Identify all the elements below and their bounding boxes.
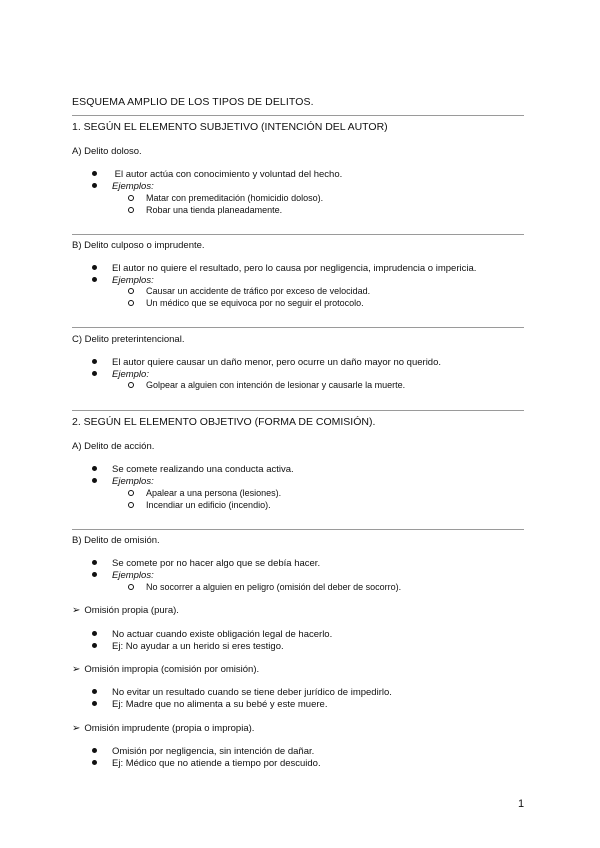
divider (72, 410, 524, 411)
list-item: El autor actúa con conocimiento y voluntad del hecho. (92, 169, 342, 180)
bullet-icon (92, 689, 97, 694)
circle-bullet-icon (128, 300, 134, 306)
list-item: Ej: Madre que no alimenta a su bebé y este muere. (92, 699, 327, 710)
list-item: Ejemplos: (92, 275, 154, 286)
divider (72, 327, 524, 328)
list-item: No actuar cuando existe obligación legal de hacerlo. (92, 629, 332, 640)
subsection-title: A) Delito de acción. (72, 441, 155, 452)
list-item: El autor quiere causar un daño menor, pero ocurre un daño mayor no querido. (92, 357, 441, 368)
section-1-heading: 1. SEGÚN EL ELEMENTO SUBJETIVO (INTENCIÓN DEL AUTOR) (72, 121, 388, 133)
bullet-icon (92, 760, 97, 765)
bullet-icon (92, 560, 97, 565)
list-item: Se comete por no hacer algo que se debía hacer. (92, 558, 320, 569)
bullet-icon (92, 183, 97, 188)
bullet-icon (92, 701, 97, 706)
divider (72, 115, 524, 116)
list-item: Omisión por negligencia, sin intención de dañar. (92, 746, 314, 757)
circle-bullet-icon (128, 584, 134, 590)
sub-list-item: Matar con premeditación (homicidio doloso). (128, 193, 323, 203)
subsection-title: C) Delito preterintencional. (72, 334, 185, 345)
bullet-icon (92, 277, 97, 282)
bullet-icon (92, 748, 97, 753)
list-item: Ejemplo: (92, 369, 149, 380)
list-item: El autor no quiere el resultado, pero lo causa por negligencia, imprudencia o impericia. (92, 263, 476, 274)
list-item: Ej: Médico que no atiende a tiempo por descuido. (92, 758, 321, 769)
sub-list-item: No socorrer a alguien en peligro (omisión del deber de socorro). (128, 582, 401, 592)
list-item: Ejemplos: (92, 570, 154, 581)
bullet-icon (92, 466, 97, 471)
divider (72, 234, 524, 235)
bullet-icon (92, 265, 97, 270)
list-item: Ejemplos: (92, 181, 154, 192)
list-item: Ej: No ayudar a un herido si eres testigo. (92, 641, 284, 652)
subsection-title: B) Delito de omisión. (72, 535, 160, 546)
arrow-icon: ➢ (72, 605, 81, 616)
document-title: ESQUEMA AMPLIO DE LOS TIPOS DE DELITOS. (72, 96, 314, 108)
page-number: 1 (518, 798, 525, 810)
bullet-icon (92, 359, 97, 364)
arrow-icon: ➢ (72, 664, 81, 675)
bullet-icon (92, 572, 97, 577)
sub-list-item: Un médico que se equivoca por no seguir el protocolo. (128, 298, 364, 308)
circle-bullet-icon (128, 207, 134, 213)
bullet-icon (92, 371, 97, 376)
sub-list-item: Robar una tienda planeadamente. (128, 205, 282, 215)
bullet-icon (92, 171, 97, 176)
sub-list-item: Causar un accidente de tráfico por exceso de velocidad. (128, 286, 370, 296)
list-item: Ejemplos: (92, 476, 154, 487)
sub-list-item: Golpear a alguien con intención de lesionar y causarle la muerte. (128, 380, 405, 390)
bullet-icon (92, 478, 97, 483)
omission-heading: ➢ Omisión impropia (comisión por omisión). (72, 664, 260, 675)
divider (72, 529, 524, 530)
omission-heading: ➢ Omisión imprudente (propia o impropia). (72, 723, 255, 734)
sub-list-item: Apalear a una persona (lesiones). (128, 488, 281, 498)
arrow-icon: ➢ (72, 723, 81, 734)
subsection-title: A) Delito doloso. (72, 146, 142, 157)
section-2-heading: 2. SEGÚN EL ELEMENTO OBJETIVO (FORMA DE COMISIÓN). (72, 416, 376, 428)
circle-bullet-icon (128, 490, 134, 496)
sub-list-item: Incendiar un edificio (incendio). (128, 500, 271, 510)
omission-heading: ➢ Omisión propia (pura). (72, 605, 179, 616)
circle-bullet-icon (128, 288, 134, 294)
list-item: No evitar un resultado cuando se tiene deber jurídico de impedirlo. (92, 687, 392, 698)
bullet-icon (92, 643, 97, 648)
bullet-icon (92, 631, 97, 636)
list-item: Se comete realizando una conducta activa. (92, 464, 294, 475)
subsection-title: B) Delito culposo o imprudente. (72, 240, 205, 251)
circle-bullet-icon (128, 382, 134, 388)
circle-bullet-icon (128, 502, 134, 508)
circle-bullet-icon (128, 195, 134, 201)
